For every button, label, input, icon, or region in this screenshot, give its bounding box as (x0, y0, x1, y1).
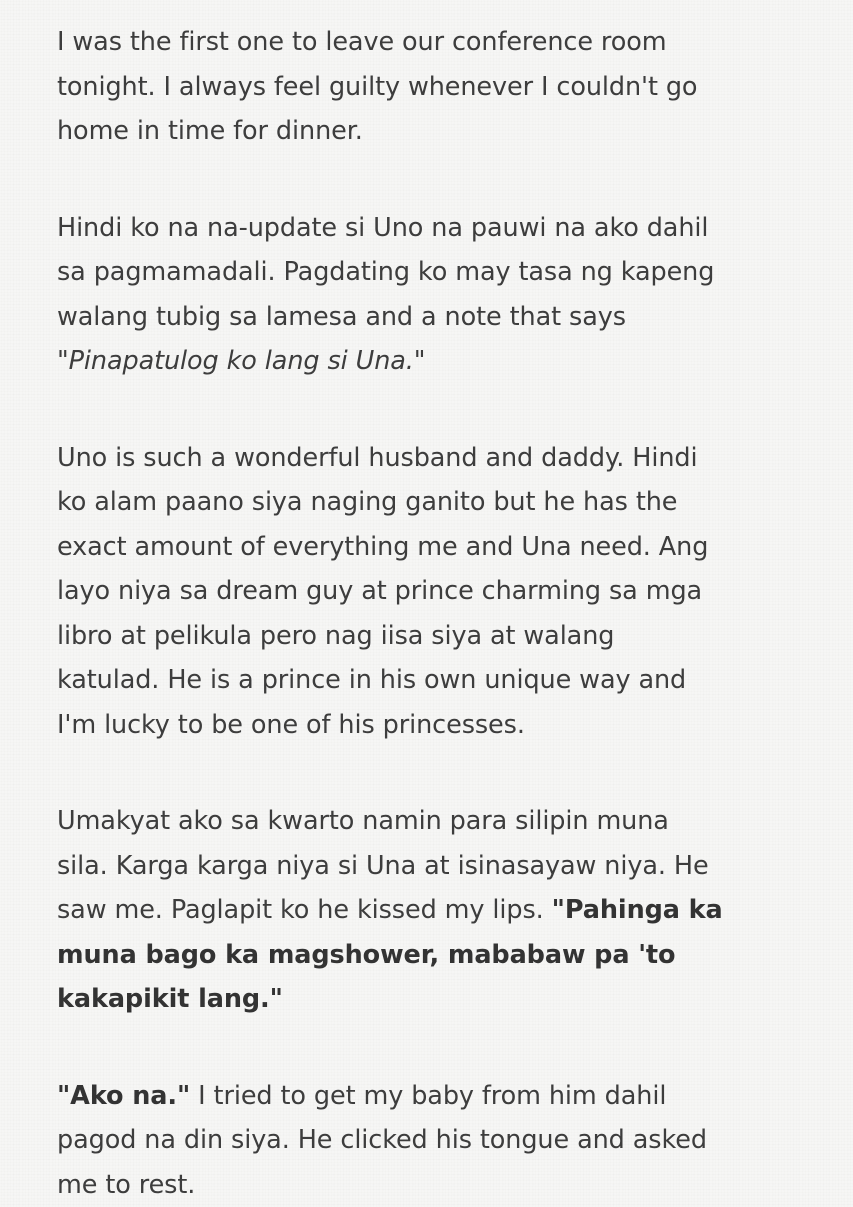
text-line: layo niya sa dream guy at prince charming sa mga (57, 569, 823, 614)
text-line: tonight. I always feel guilty whenever I couldn't go (57, 65, 823, 110)
text-line: sila. Karga karga niya si Una at isinasayaw niya. He (57, 844, 823, 889)
text-line: libro at pelikula pero nag iisa siya at walang (57, 614, 823, 659)
paragraph-4 (57, 799, 823, 1022)
text-line: pagod na din siya. He clicked his tongue and asked (57, 1118, 823, 1163)
text-segment: saw me. Paglapit ko he kissed my lips. (57, 895, 552, 925)
bold-quote: "Ako na." (57, 1081, 190, 1111)
text-line: ko alam paano siya naging ganito but he has the (57, 480, 823, 525)
text-line: katulad. He is a prince in his own unique way and (57, 658, 823, 703)
text-line: me to rest. (57, 1163, 823, 1207)
text-line: I was the first one to leave our conference room (57, 20, 823, 65)
bold-quote-line: muna bago ka magshower, mababaw pa 'to (57, 933, 823, 978)
text-line: walang tubig sa lamesa and a note that says (57, 295, 823, 340)
paragraph-2 (57, 206, 823, 384)
text-line (57, 888, 823, 933)
italic-quote: "Pinapatulog ko lang si Una." (57, 339, 823, 384)
text-line: I'm lucky to be one of his princesses. (57, 703, 823, 748)
text-segment: I tried to get my baby from him dahil (190, 1081, 666, 1111)
paragraph-5 (57, 1074, 823, 1207)
text-line: Hindi ko na na-update si Uno na pauwi na ako dahil (57, 206, 823, 251)
text-line (57, 1074, 823, 1119)
text-line: exact amount of everything me and Una need. Ang (57, 525, 823, 570)
text-line: sa pagmamadali. Pagdating ko may tasa ng kapeng (57, 250, 823, 295)
paragraph-3 (57, 436, 823, 748)
text-line: Uno is such a wonderful husband and daddy. Hindi (57, 436, 823, 481)
text-line: home in time for dinner. (57, 109, 823, 154)
text-line: Umakyat ako sa kwarto namin para silipin muna (57, 799, 823, 844)
paragraph-1 (57, 20, 823, 154)
bold-quote-line: kakapikit lang." (57, 977, 823, 1022)
bold-quote-start: "Pahinga ka (552, 895, 723, 925)
